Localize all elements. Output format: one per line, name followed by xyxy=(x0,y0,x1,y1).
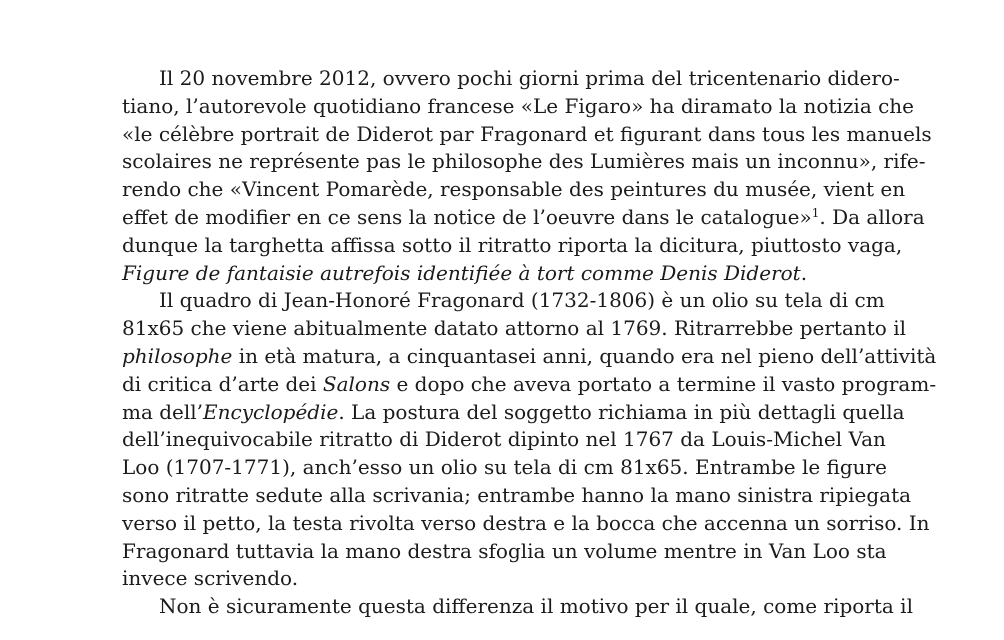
text-line xyxy=(122,398,905,426)
text-line xyxy=(122,481,912,509)
text-segment: sono ritratte sedute alla scrivania; entrambe hanno la mano sinistra ripiegata xyxy=(122,483,912,507)
text-segment: 81x65 che viene abitualmente datato attorno al 1769. Ritrarrebbe pertanto il xyxy=(122,316,906,341)
text-segment: «le célèbre portrait de Diderot par Fragonard et figurant dans tous les manuels xyxy=(122,121,932,146)
text-line xyxy=(122,342,937,370)
italic-text: Figure de fantaisie autrefois identifiée à tort comme Denis Diderot xyxy=(122,260,801,285)
text-segment: . xyxy=(800,260,808,285)
text-segment: scolaires ne représente pas le philosophe des Lumières mais un inconnu», rife- xyxy=(122,149,926,174)
text-line xyxy=(122,537,887,565)
text-line xyxy=(122,203,925,231)
text-segment: di critica d’arte dei xyxy=(122,371,323,396)
text-line xyxy=(159,592,913,620)
text-segment: . Da allora xyxy=(819,205,925,229)
text-line xyxy=(122,453,887,481)
text-segment: Non è sicuramente questa differenza il motivo per il quale, come riporta il xyxy=(159,594,913,619)
text-line xyxy=(122,92,915,120)
text-line xyxy=(122,564,839,592)
text-segment: verso il petto, la testa rivolta verso destra e la bocca che accenna un sorriso. In xyxy=(122,510,930,535)
text-segment: Fragonard tuttavia la mano destra sfoglia un volume mentre in Van Loo sta xyxy=(122,538,887,563)
text-line xyxy=(122,425,886,453)
text-segment: effet de modifier en ce sens la notice de l’oeuvre dans le catalogue» xyxy=(122,205,812,229)
text-line xyxy=(122,231,903,259)
text-line xyxy=(159,64,900,92)
text-segment: Loo (1707-1771), anch’esso un olio su tela di cm 81x65. Entrambe le figure xyxy=(122,455,887,480)
text-segment: in età matura, a cinquantasei anni, quando era nel pieno dell’attività xyxy=(232,344,937,368)
italic-text: Salons xyxy=(322,371,391,396)
text-segment: tiano, l’autorevole quotidiano francese «Le Figaro» ha diramato la notizia che xyxy=(122,93,915,118)
text-segment: Il 20 novembre 2012, ovvero pochi giorni prima del tricentenario didero- xyxy=(159,66,900,90)
text-line xyxy=(122,175,906,203)
text-segment: e dopo che aveva portato a termine il vasto program- xyxy=(390,371,937,396)
text-segment: rendo che «Vincent Pomarède, responsable des peintures du musée, vient en xyxy=(122,177,906,202)
text-line xyxy=(159,286,885,314)
text-line xyxy=(122,147,926,175)
italic-text: Encyclopédie xyxy=(203,399,339,424)
text-segment: . La postura del soggetto richiama in più dettagli quella xyxy=(338,399,905,424)
text-line xyxy=(122,370,937,398)
text-segment: Il quadro di Jean-Honoré Fragonard (1732-1806) è un olio su tela di cm xyxy=(159,288,885,313)
italic-text: philosophe xyxy=(122,344,233,368)
text-segment: ma dell’ xyxy=(122,399,204,424)
text-line xyxy=(122,120,932,148)
text-line xyxy=(122,509,930,537)
footnote-marker: 1 xyxy=(811,206,820,220)
text-segment: dunque la targhetta affissa sotto il ritratto riporta la dicitura, piuttosto vaga, xyxy=(122,232,903,257)
text-segment: invece scrivendo. xyxy=(122,566,299,591)
text-line xyxy=(122,259,839,287)
text-segment: dell’inequivocabile ritratto di Diderot dipinto nel 1767 da Louis-Michel Van xyxy=(122,427,886,452)
text-line xyxy=(122,314,906,342)
